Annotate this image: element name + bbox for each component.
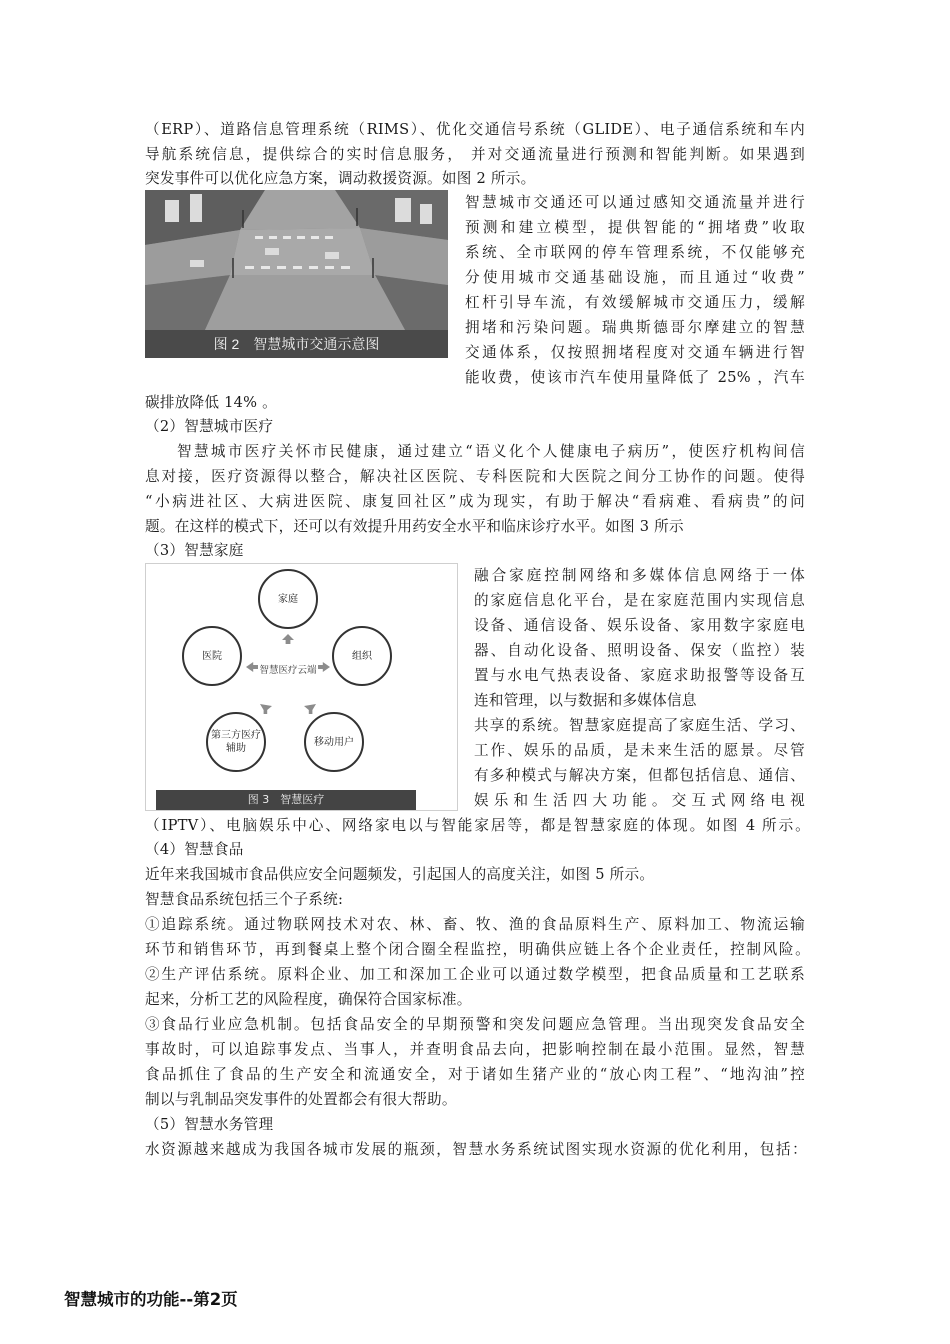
paragraph-line: 器、自动化设备、照明设备、保安（监控）装 <box>474 642 805 659</box>
paragraph-line: 连和管理，以与数据和多媒体信息 <box>474 692 697 709</box>
paragraph-line: 分使用城市交通基础设施，而且通过“收费” <box>465 269 805 286</box>
paragraph-line: 水资源越来越成为我国各城市发展的瓶颈，智慧水务系统试图实现水资源的优化利用，包括： <box>145 1141 807 1158</box>
paragraph-line: 能收费，使该市汽车使用量降低了 25% ，汽车 <box>465 369 805 386</box>
section-heading: （5）智慧水务管理 <box>145 1116 274 1133</box>
node-home: 家庭 <box>258 569 318 629</box>
paragraph-line: 智慧城市交通还可以通过感知交通流量并进行 <box>465 194 805 211</box>
paragraph-line: 工作、娱乐的品质，是未来生活的愿景。尽管 <box>474 742 805 759</box>
paragraph-line: 交通体系，仅按照拥堵程度对交通车辆进行智 <box>465 344 805 361</box>
paragraph-line: 系统、全市联网的停车管理系统，不仅能够充 <box>465 244 805 261</box>
paragraph-line: 环节和销售环节，再到餐桌上整个闭合圈全程监控，明确供应链上各个企业责任，控制风险。 <box>145 941 810 958</box>
node-mobile-user: 移动用户 <box>304 712 364 772</box>
node-third-party-medical: 第三方医疗辅助 <box>206 712 266 772</box>
paragraph-line: 融合家庭控制网络和多媒体信息网络于一体 <box>474 567 805 584</box>
paragraph-line: 突发事件可以优化应急方案，调动救援资源。如图 2 所示。 <box>145 170 536 187</box>
paragraph-line: 设备、通信设备、娱乐设备、家用数字家庭电 <box>474 617 805 634</box>
paragraph-line: 置与水电气热表设备、家庭求助报警等设备互 <box>474 667 805 684</box>
node-hospital: 医院 <box>182 626 242 686</box>
paragraph-line: 近年来我国城市食品供应安全问题频发，引起国人的高度关注，如图 5 所示。 <box>145 866 655 883</box>
paragraph-line: 杠杆引导车流，有效缓解城市交通压力，缓解 <box>465 294 805 311</box>
arrow-icon <box>282 634 294 644</box>
paragraph-line: 制以与乳制品突发事件的处置都会有很大帮助。 <box>145 1091 457 1108</box>
figure-traffic-illustration <box>145 190 448 363</box>
figure-3-caption: 图 3 智慧医疗 <box>156 790 416 810</box>
arrow-icon <box>260 704 272 714</box>
paragraph-line: ③食品行业应急机制。包括食品安全的早期预警和突发问题应急管理。当出现突发食品安全 <box>145 1016 805 1033</box>
paragraph-line: ②生产评估系统。原料企业、加工和深加工企业可以通过数学模型，把食品质量和工艺联系 <box>145 966 805 983</box>
center-cloud-label: 智慧医疗云端 <box>259 665 317 676</box>
paragraph-line: 导航系统信息，提供综合的实时信息服务， 并对交通流量进行预测和智能判断。如果遇到 <box>145 146 805 163</box>
paragraph-line: 智慧食品系统包括三个子系统: <box>145 891 344 908</box>
figure-smart-medical-diagram <box>145 563 458 811</box>
section-heading: （4）智慧食品 <box>145 841 244 858</box>
paragraph-line: 娱乐和生活四大功能。交互式网络电视 <box>474 792 805 809</box>
paragraph-line: 共享的系统。智慧家庭提高了家庭生活、学习、 <box>474 717 805 734</box>
paragraph-line: ①追踪系统。通过物联网技术对农、林、畜、牧、渔的食品原料生产、原料加工、物流运输 <box>145 916 805 933</box>
paragraph-line: 有多种模式与解决方案，但都包括信息、通信、 <box>474 767 805 784</box>
figure-2-caption: 图 2 智慧城市交通示意图 <box>145 330 448 358</box>
page-footer: 智慧城市的功能--第2页 <box>64 1290 238 1309</box>
paragraph-line: 预测和建立模型，提供智能的“拥堵费”收取 <box>465 219 805 236</box>
paragraph-line: 事故时，可以追踪事发点、当事人，并查明食品去向，把影响控制在最小范围。显然，智慧 <box>145 1041 805 1058</box>
paragraph-line: 题。在这样的模式下，还可以有效提升用药安全水平和临床诊疗水平。如图 3 所示 <box>145 518 684 535</box>
paragraph-line: 碳排放降低 14% 。 <box>145 394 278 411</box>
paragraph-line: 食品抓住了食品的生产安全和流通安全，对于诸如生猪产业的“放心肉工程”、“地沟油”控 <box>145 1066 805 1083</box>
section-heading: （3）智慧家庭 <box>145 542 244 559</box>
paragraph-line: （IPTV）、电脑娱乐中心、网络家电以与智能家居等，都是智慧家庭的体现。如图 4 所示。 <box>145 817 810 834</box>
paragraph-line: 的家庭信息化平台，是在家庭范围内实现信息 <box>474 592 805 609</box>
paragraph-line: 起来，分析工艺的风险程度，确保符合国家标准。 <box>145 991 472 1008</box>
arrow-icon <box>304 704 316 714</box>
paragraph-line: 拥堵和污染问题。瑞典斯德哥尔摩建立的智慧 <box>465 319 805 336</box>
intersection-image <box>145 190 448 330</box>
paragraph-line: 息对接，医疗资源得以整合，解决社区医院、专科医院和大医院之间分工协作的问题。使得 <box>145 468 805 485</box>
section-heading: （2）智慧城市医疗 <box>145 418 274 435</box>
paragraph-line: 智慧城市医疗关怀市民健康，通过建立“语义化个人健康电子病历”，使医疗机构间信 <box>177 443 805 460</box>
node-organization: 组织 <box>332 626 392 686</box>
paragraph-line: （ERP）、道路信息管理系统（RIMS）、优化交通信号系统（GLIDE）、电子通信系统和车内 <box>145 121 805 138</box>
paragraph-line: “小病进社区、大病进医院、康复回社区”成为现实，有助于解决“看病难、看病贵”的问 <box>145 493 805 510</box>
